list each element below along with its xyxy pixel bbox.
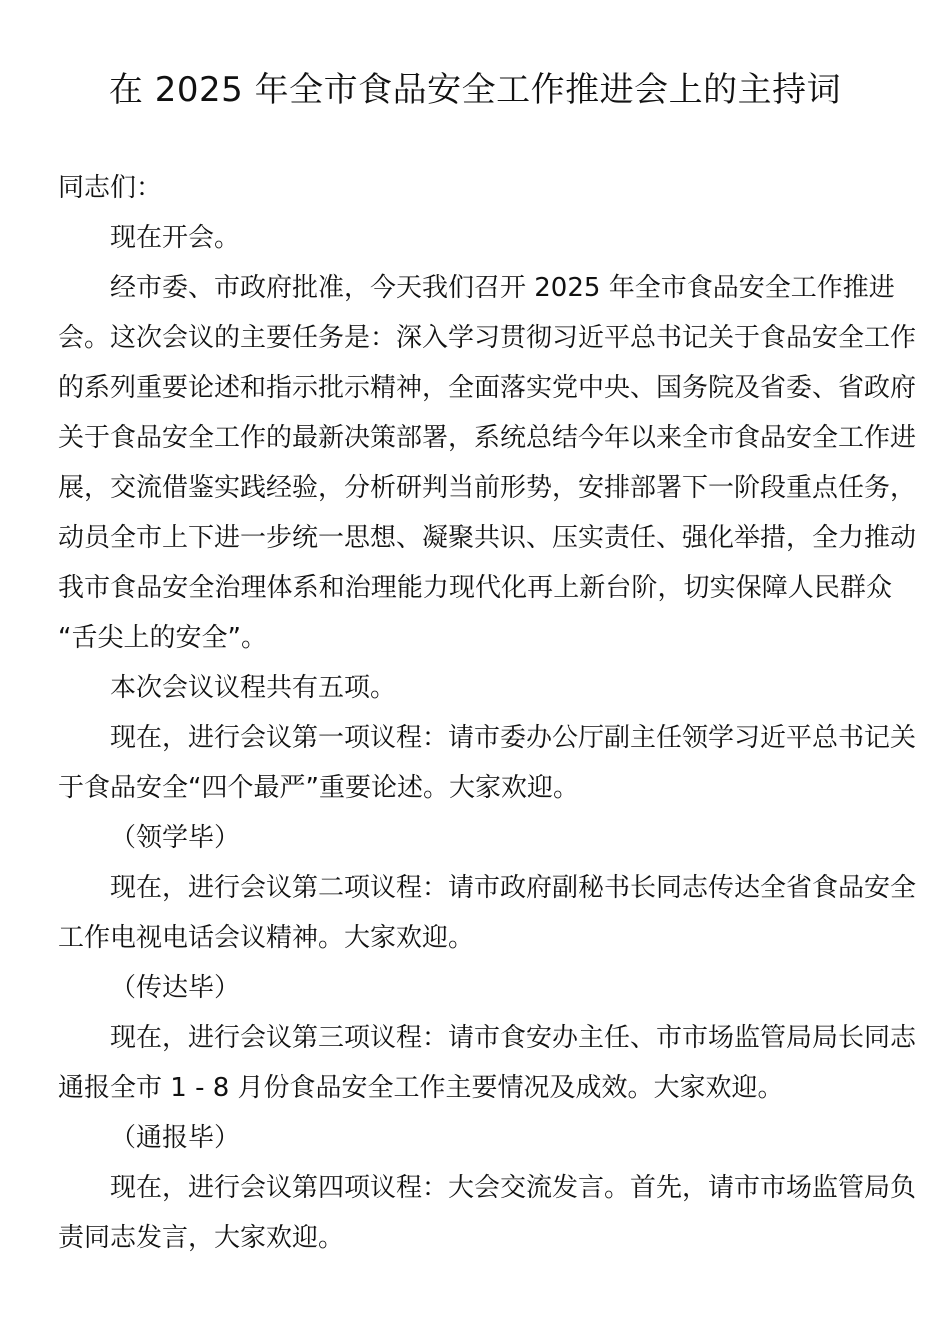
paragraph-line: 关于食品安全工作的最新决策部署，系统总结今年以来全市食品安全工作进 (58, 423, 917, 453)
paragraph (58, 163, 892, 213)
paragraph (58, 213, 892, 263)
paragraph-line: 动员全市上下进一步统一思想、凝聚共识、压实责任、强化举措，全力推动 (58, 523, 917, 553)
paragraph-line: 展，交流借鉴实践经验，分析研判当前形势，安排部署下一阶段重点任务， (58, 473, 917, 503)
paragraph (58, 963, 892, 1013)
paragraph-line: 于食品安全“四个最严”重要论述。大家欢迎。 (58, 773, 579, 803)
paragraph-line: 本次会议议程共有五项。 (110, 673, 397, 703)
paragraph-line: 同志们： (58, 173, 163, 203)
paragraph-line: 工作电视电话会议精神。大家欢迎。 (58, 923, 475, 953)
paragraph-line: （传达毕） (110, 973, 241, 1003)
paragraph (58, 1013, 917, 1113)
paragraph (58, 813, 892, 863)
paragraph-line: 经市委、市政府批准，今天我们召开 2025 年全市食品安全工作推进 (110, 273, 895, 303)
paragraph-line: 会。这次会议的主要任务是：深入学习贯彻习近平总书记关于食品安全工作 (58, 323, 917, 353)
paragraph-line: （通报毕） (110, 1123, 241, 1153)
paragraph-line: 现在开会。 (110, 223, 241, 253)
paragraph (58, 713, 917, 813)
paragraph-line: （领学毕） (110, 823, 241, 853)
paragraph (58, 863, 917, 963)
paragraph-line: 现在，进行会议第四项议程：大会交流发言。首先，请市市场监管局负 (110, 1173, 917, 1203)
document-title: 在 2025 年全市食品安全工作推进会上的主持词 (108, 70, 842, 110)
paragraph-line: 现在，进行会议第一项议程：请市委办公厅副主任领学习近平总书记关 (110, 723, 917, 753)
paragraph-line: 现在，进行会议第二项议程：请市政府副秘书长同志传达全省食品安全 (110, 873, 917, 903)
paragraph (58, 663, 892, 713)
paragraph-line: 责同志发言，大家欢迎。 (58, 1223, 345, 1253)
paragraph-line: 的系列重要论述和指示批示精神，全面落实党中央、国务院及省委、省政府 (58, 373, 917, 403)
paragraph-line: “舌尖上的安全”。 (58, 623, 267, 653)
paragraph (58, 263, 917, 663)
paragraph-line: 现在，进行会议第三项议程：请市食安办主任、市市场监管局局长同志 (110, 1023, 917, 1053)
paragraph-line: 我市食品安全治理体系和治理能力现代化再上新台阶，切实保障人民群众 (58, 573, 892, 603)
paragraph (58, 1113, 892, 1163)
paragraph (58, 1163, 917, 1263)
document-body (58, 163, 917, 1263)
paragraph-line: 通报全市 1 - 8 月份食品安全工作主要情况及成效。大家欢迎。 (58, 1073, 784, 1103)
